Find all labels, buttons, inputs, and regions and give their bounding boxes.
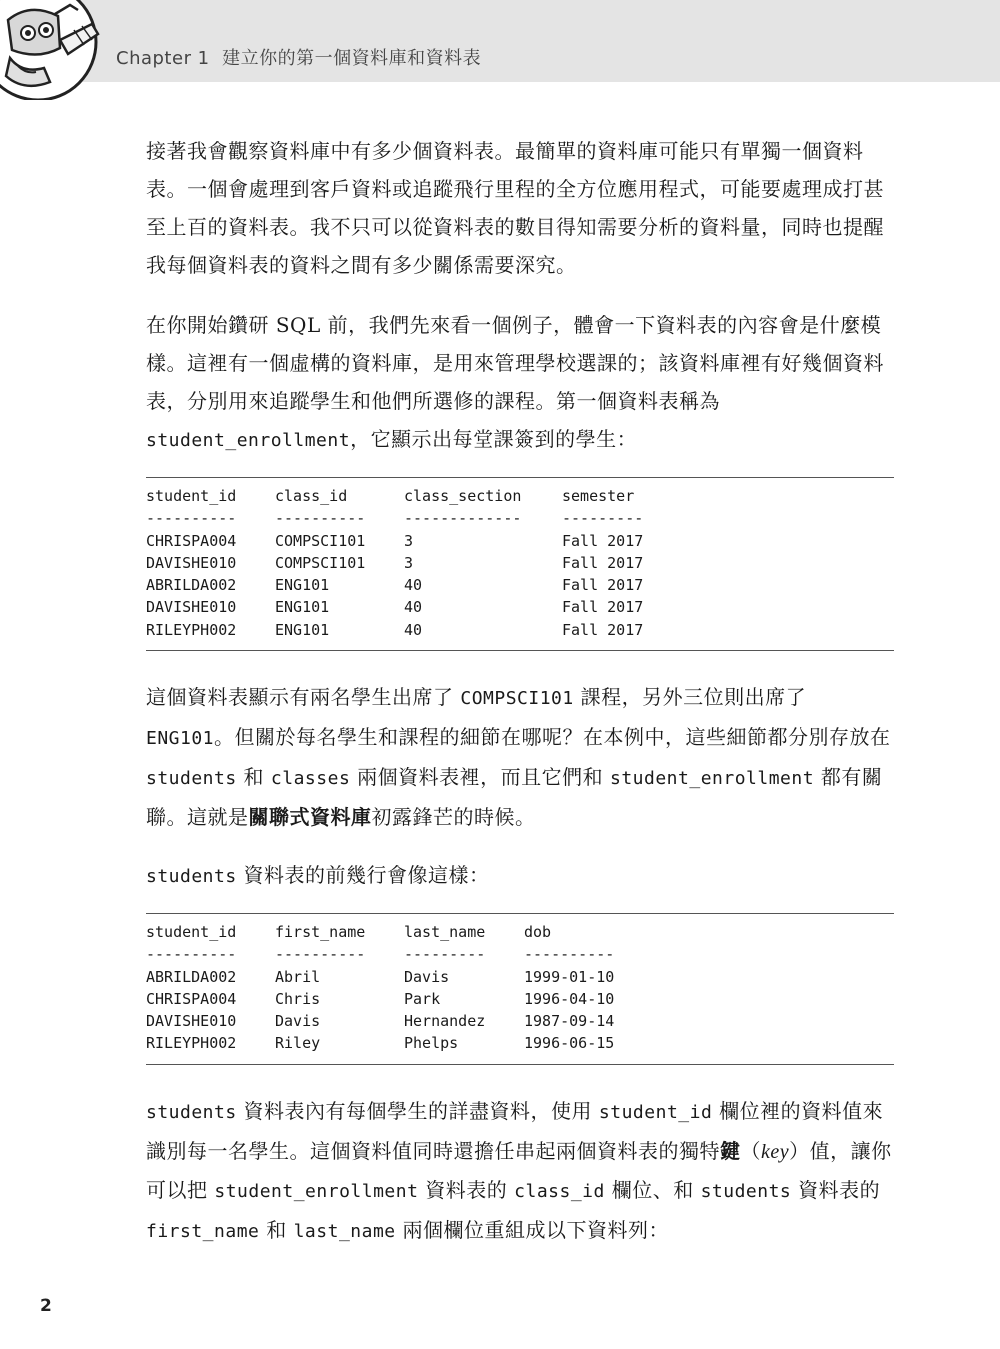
enrollment-table-cell: 40 <box>404 576 423 595</box>
students-table <box>146 913 894 1065</box>
term-key-english: key <box>761 1141 790 1163</box>
enrollment-table-cell: ---------- <box>146 509 237 528</box>
paragraph-2 <box>146 306 894 460</box>
students-table-cell: RILEYPH002 <box>146 1034 237 1053</box>
enrollment-table-cell: ENG101 <box>275 576 330 595</box>
code-first-name: first_name <box>146 1221 260 1242</box>
enrollment-table-cell: 3 <box>404 553 414 572</box>
students-table-row <box>146 1010 894 1032</box>
paragraph-3-text-3: 。但關於每名學生和課程的細節在哪呢？在本例中，這些細節都分別存放在 <box>214 725 891 749</box>
students-table-cell: first_name <box>275 923 366 941</box>
students-table-cell: 1987-09-14 <box>524 1012 615 1031</box>
code-student-enrollment: student_enrollment <box>146 430 351 451</box>
term-key: 鍵 <box>720 1139 741 1163</box>
robot-mascot-icon <box>0 0 110 100</box>
paragraph-3-text-6: 都有關聯。這就是 <box>146 765 883 829</box>
student-enrollment-table <box>146 477 894 651</box>
paragraph-3-text-4: 和 <box>236 765 271 789</box>
students-table-cell: 1996-04-10 <box>524 989 615 1008</box>
enrollment-table-cell: class_section <box>404 487 522 505</box>
students-table-cell: student_id <box>146 923 237 941</box>
enrollment-table-cell: Fall 2017 <box>562 576 644 595</box>
code-eng101: ENG101 <box>146 728 215 749</box>
code-last-name: last_name <box>293 1221 396 1242</box>
chapter-title: 建立你的第一個資料庫和資料表 <box>222 48 482 69</box>
enrollment-table-cell: class_id <box>275 487 348 505</box>
paragraph-3-text-5: 兩個資料表裡，而且它們和 <box>350 765 610 789</box>
paragraph-3-text-2: 課程，另外三位則出席了 <box>573 685 807 709</box>
students-table-header-row <box>146 921 894 943</box>
code-students: students <box>146 1102 237 1123</box>
paragraph-5-text-2: 欄位裡的資料值來識別每一名學生。這個資料值同時還擔任串起兩個資料表的獨特 <box>146 1099 884 1163</box>
students-table-cell: 1996-06-15 <box>524 1034 615 1053</box>
students-table-cell: Riley <box>275 1034 321 1053</box>
enrollment-table-cell: ------------- <box>404 509 522 528</box>
enrollment-table-cell: COMPSCI101 <box>275 553 366 572</box>
code-student-enrollment: student_enrollment <box>610 768 815 789</box>
paragraph-5-text-5: 資料表的 <box>418 1178 515 1202</box>
paragraph-5-text-9: 兩個欄位重組成以下資料列： <box>395 1218 669 1242</box>
students-table-row <box>146 1032 894 1054</box>
enrollment-table-header-row <box>146 485 894 507</box>
paragraph-2-text-1: 在你開始鑽研 SQL 前，我們先來看一個例子，體會一下資料表的內容會是什麼模樣。這裡有一個虛構的資料庫，是用來管理學校選課的；該資料庫裡有好幾個資料表，分別用來追蹤學生和他們所選修的課程。第一個資料表稱為 <box>146 313 884 413</box>
students-table-cell: Davis <box>275 1012 321 1031</box>
enrollment-table-cell: COMPSCI101 <box>275 531 366 550</box>
code-student-id: student_id <box>598 1102 713 1123</box>
paragraph-2-text-2: ，它顯示出每堂課簽到的學生： <box>350 427 638 451</box>
paragraph-5 <box>146 1092 894 1251</box>
students-table-row <box>146 988 894 1010</box>
students-table-cell: Hernandez <box>404 1012 486 1031</box>
enrollment-table-cell: Fall 2017 <box>562 553 644 572</box>
paragraph-1-text: 接著我會觀察資料庫中有多少個資料表。最簡單的資料庫可能只有單獨一個資料表。一個會處理到客戶資料或追蹤飛行里程的全方位應用程式，可能要處理成打甚至上百的資料表。我不只可以從資料表的數目得知需要分析的資料量，同時也提醒我每個資料表的資料之間有多少關係需要深究。 <box>146 139 884 277</box>
students-table-cell: CHRISPA004 <box>146 989 237 1008</box>
paragraph-5-text-1: 資料表內有每個學生的詳盡資料，使用 <box>236 1099 599 1123</box>
enrollment-table-cell: 3 <box>404 531 414 550</box>
students-table-cell: Park <box>404 989 441 1008</box>
code-students: students <box>146 866 237 887</box>
students-table-row <box>146 966 894 988</box>
paragraph-3 <box>146 678 894 836</box>
students-table-cell: 1999-01-10 <box>524 967 615 986</box>
enrollment-table-cell: student_id <box>146 487 237 505</box>
enrollment-table-cell: ABRILDA002 <box>146 576 237 595</box>
students-table-cell: ABRILDA002 <box>146 967 237 986</box>
paragraph-3-text-7: 初露鋒芒的時候。 <box>371 805 536 829</box>
code-class-id: class_id <box>514 1181 605 1202</box>
chapter-label: Chapter 1 <box>116 48 210 69</box>
code-students: students <box>700 1181 792 1202</box>
enrollment-table-cell: DAVISHE010 <box>146 553 237 572</box>
enrollment-table-cell: semester <box>562 487 635 505</box>
paragraph-5-text-8: 和 <box>259 1218 294 1242</box>
paragraph-5-text-4: ）值，讓你可以把 <box>146 1139 892 1202</box>
enrollment-table-divider-row <box>146 507 894 529</box>
enrollment-table-row <box>146 596 894 618</box>
enrollment-table-cell: Fall 2017 <box>562 531 644 550</box>
page-header <box>0 0 1000 82</box>
paragraph-5-text-7: 資料表的 <box>791 1178 881 1202</box>
students-table-cell: Phelps <box>404 1034 459 1053</box>
enrollment-table-row <box>146 552 894 574</box>
paragraph-3-text-1: 這個資料表顯示有兩名學生出席了 <box>146 685 461 709</box>
students-table-cell: ---------- <box>524 945 615 964</box>
code-classes: classes <box>270 768 351 789</box>
students-table-cell: DAVISHE010 <box>146 1012 237 1031</box>
code-compsci101: COMPSCI101 <box>460 688 574 709</box>
page-number: 2 <box>40 1296 52 1316</box>
chapter-heading <box>116 44 481 70</box>
paragraph-5-text-3: （ <box>740 1139 761 1163</box>
enrollment-table-cell: Fall 2017 <box>562 620 644 639</box>
enrollment-table-cell: 40 <box>404 598 423 617</box>
students-table-cell: ---------- <box>146 945 237 964</box>
enrollment-table-row <box>146 530 894 552</box>
enrollment-table-cell: Fall 2017 <box>562 598 644 617</box>
code-student-enrollment: student_enrollment <box>214 1181 419 1202</box>
term-relational-database: 關聯式資料庫 <box>248 805 372 829</box>
enrollment-table-row <box>146 619 894 641</box>
paragraph-4 <box>146 856 894 896</box>
students-table-cell: Chris <box>275 989 321 1008</box>
students-table-cell: last_name <box>404 923 486 941</box>
students-table-cell: Davis <box>404 967 450 986</box>
enrollment-table-row <box>146 574 894 596</box>
paragraph-5-text-6: 欄位、和 <box>604 1178 701 1202</box>
enrollment-table-cell: ENG101 <box>275 620 330 639</box>
code-students: students <box>146 768 237 789</box>
enrollment-table-cell: ENG101 <box>275 598 330 617</box>
students-table-cell: dob <box>524 923 552 941</box>
paragraph-4-text-1: 資料表的前幾行會像這樣： <box>236 863 490 887</box>
students-table-cell: Abril <box>275 967 321 986</box>
students-table-cell: --------- <box>404 945 486 964</box>
enrollment-table-cell: ---------- <box>275 509 366 528</box>
enrollment-table-cell: 40 <box>404 620 423 639</box>
enrollment-table-cell: RILEYPH002 <box>146 620 237 639</box>
students-table-cell: ---------- <box>275 945 366 964</box>
students-table-divider-row <box>146 943 894 965</box>
enrollment-table-cell: DAVISHE010 <box>146 598 237 617</box>
enrollment-table-cell: --------- <box>562 509 644 528</box>
paragraph-1 <box>146 132 894 284</box>
enrollment-table-cell: CHRISPA004 <box>146 531 237 550</box>
